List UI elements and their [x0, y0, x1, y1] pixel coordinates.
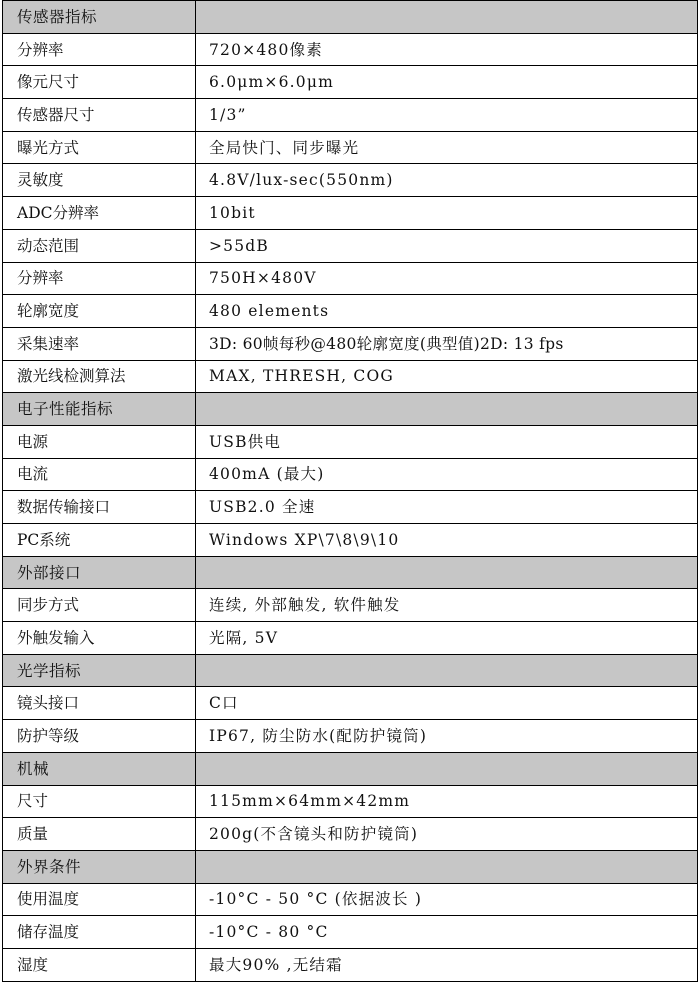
table-row	[3, 818, 698, 851]
section-blank-cell	[196, 654, 698, 687]
table-row	[3, 360, 698, 393]
row-value: Windows XP\7\8\9\10	[196, 524, 698, 557]
row-label: 同步方式	[3, 589, 196, 622]
row-label: 分辨率	[3, 33, 196, 66]
section-header-environment	[3, 850, 698, 883]
table-row	[3, 164, 698, 197]
row-label: 湿度	[3, 948, 196, 981]
row-value: 最大90% ,无结霜	[196, 948, 698, 981]
table-row	[3, 916, 698, 949]
row-label: 灵敏度	[3, 164, 196, 197]
section-blank-cell	[196, 393, 698, 426]
row-value: 200g(不含镜头和防护镜筒)	[196, 818, 698, 851]
table-row	[3, 66, 698, 99]
row-label: 数据传输接口	[3, 491, 196, 524]
table-row	[3, 948, 698, 981]
table-row	[3, 785, 698, 818]
row-label: 使用温度	[3, 883, 196, 916]
table-row	[3, 229, 698, 262]
table-row	[3, 197, 698, 230]
row-value: -10°C - 50 °C (依据波长 )	[196, 883, 698, 916]
section-title: 外界条件	[3, 850, 196, 883]
row-label: 激光线检测算法	[3, 360, 196, 393]
row-label: 储存温度	[3, 916, 196, 949]
row-label: 采集速率	[3, 327, 196, 360]
row-value: 连续, 外部触发, 软件触发	[196, 589, 698, 622]
row-value: IP67, 防尘防水(配防护镜筒)	[196, 720, 698, 753]
row-label: 动态范围	[3, 229, 196, 262]
table-row	[3, 458, 698, 491]
row-label: 防护等级	[3, 720, 196, 753]
section-header-external-interface	[3, 556, 698, 589]
table-row	[3, 131, 698, 164]
row-label: 尺寸	[3, 785, 196, 818]
spec-table-body	[3, 1, 698, 982]
table-row	[3, 589, 698, 622]
row-value: 6.0μm×6.0μm	[196, 66, 698, 99]
section-header-electrical	[3, 393, 698, 426]
spec-table	[2, 0, 698, 982]
row-value: 10bit	[196, 197, 698, 230]
section-blank-cell	[196, 850, 698, 883]
table-row	[3, 327, 698, 360]
table-row	[3, 33, 698, 66]
section-blank-cell	[196, 752, 698, 785]
row-value: 400mA (最大)	[196, 458, 698, 491]
table-row	[3, 720, 698, 753]
row-value: 4.8V/lux-sec(550nm)	[196, 164, 698, 197]
table-row	[3, 491, 698, 524]
row-value: 750H×480V	[196, 262, 698, 295]
row-label: 曝光方式	[3, 131, 196, 164]
row-value: MAX, THRESH, COG	[196, 360, 698, 393]
section-title: 机械	[3, 752, 196, 785]
row-label: PC系统	[3, 524, 196, 557]
section-title: 光学指标	[3, 654, 196, 687]
row-value: 全局快门、同步曝光	[196, 131, 698, 164]
table-row	[3, 883, 698, 916]
row-value: >55dB	[196, 229, 698, 262]
row-label: 像元尺寸	[3, 66, 196, 99]
section-title: 传感器指标	[3, 1, 196, 34]
row-value: 光隔, 5V	[196, 622, 698, 655]
table-row	[3, 687, 698, 720]
table-row	[3, 262, 698, 295]
section-blank-cell	[196, 1, 698, 34]
section-title: 外部接口	[3, 556, 196, 589]
table-row	[3, 425, 698, 458]
row-value: C口	[196, 687, 698, 720]
row-label: 电流	[3, 458, 196, 491]
section-title: 电子性能指标	[3, 393, 196, 426]
row-label: 质量	[3, 818, 196, 851]
row-label: 轮廓宽度	[3, 295, 196, 328]
row-value: USB供电	[196, 425, 698, 458]
row-label: 传感器尺寸	[3, 99, 196, 132]
table-row	[3, 99, 698, 132]
section-blank-cell	[196, 556, 698, 589]
section-header-sensor	[3, 1, 698, 34]
table-row	[3, 622, 698, 655]
row-value: 480 elements	[196, 295, 698, 328]
section-header-optical	[3, 654, 698, 687]
row-label: 分辨率	[3, 262, 196, 295]
row-label: 镜头接口	[3, 687, 196, 720]
row-value: 3D: 60帧每秒@480轮廓宽度(典型值)2D: 13 fps	[196, 327, 698, 360]
row-label: 外触发输入	[3, 622, 196, 655]
table-row	[3, 295, 698, 328]
row-value: -10°C - 80 °C	[196, 916, 698, 949]
row-value: 720×480像素	[196, 33, 698, 66]
section-header-mechanical	[3, 752, 698, 785]
row-value: 1/3”	[196, 99, 698, 132]
row-value: USB2.0 全速	[196, 491, 698, 524]
row-label: ADC分辨率	[3, 197, 196, 230]
row-label: 电源	[3, 425, 196, 458]
table-row	[3, 524, 698, 557]
row-value: 115mm×64mm×42mm	[196, 785, 698, 818]
